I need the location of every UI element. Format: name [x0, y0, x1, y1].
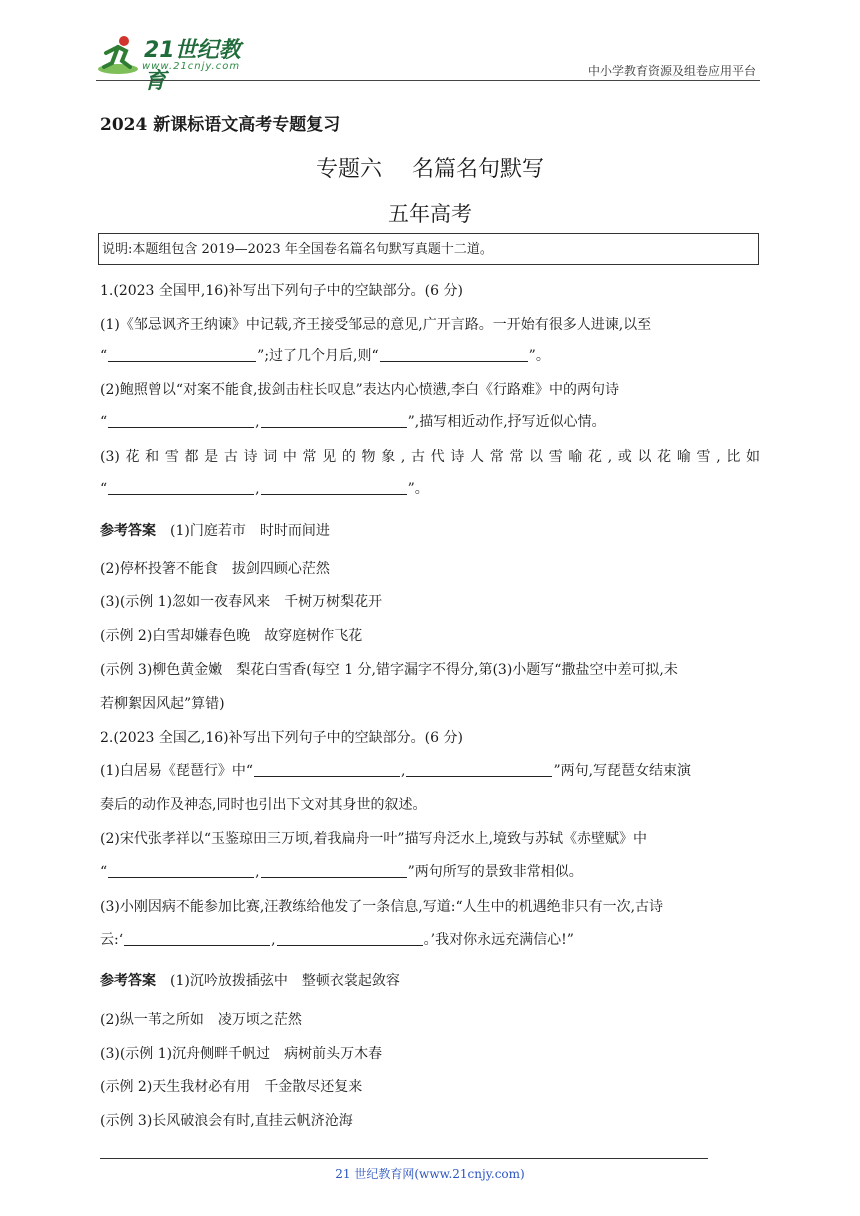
answer-blank[interactable] [261, 413, 407, 428]
q2-part3-line1: (3)小刚因病不能参加比赛,汪教练给他发了一条信息,写道:“人生中的机遇绝非只有一次,古诗 [100, 899, 664, 915]
q2-part1-head: (1)白居易《琵琶行》中“ [100, 763, 253, 779]
quote-open: “ [100, 348, 108, 364]
q2-part3-line2 [100, 929, 574, 949]
q2-part1-line2: 奏后的动作及神态,同时也引出下文对其身世的叙述。 [100, 797, 427, 813]
topic-title [0, 152, 860, 183]
q2-part1-tail: ”两句,写琵琶女结束演 [553, 763, 692, 779]
comma: , [401, 763, 406, 779]
answer-text: (1)门庭若市 时时而间进 [170, 523, 330, 539]
answer-2-line5: (示例 3)长风破浪会有时,直挂云帆济沧海 [100, 1113, 353, 1129]
answer-label: 参考答案 [100, 973, 156, 989]
q1-part1-mid: ”;过了几个月后,则“ [257, 348, 379, 364]
q2-part3-head: 云:‘ [100, 932, 124, 948]
quote-open: “ [100, 864, 108, 880]
answer-blank[interactable] [108, 863, 254, 878]
answer-blank[interactable] [261, 863, 407, 878]
quote-close: ”。 [407, 481, 429, 497]
q1-part1-line2 [100, 345, 550, 365]
footer-divider [100, 1158, 708, 1159]
answer-1-line5: (示例 3)柳色黄金嫩 梨花白雪香(每空 1 分,错字漏字不得分,第(3)小题写“撒盐空中差可拟,未 [100, 662, 678, 678]
question-2-stem: 2.(2023 全国乙,16)补写出下列句子中的空缺部分。(6 分) [100, 730, 463, 746]
answer-2-line4: (示例 2)天生我材必有用 千金散尽还复来 [100, 1079, 363, 1095]
q2-part2-line2 [100, 861, 583, 881]
header-divider [96, 80, 760, 81]
answer-1-line6: 若柳絮因风起”算错) [100, 696, 225, 712]
q2-part2-tail: ”两句所写的景致非常相似。 [407, 864, 583, 880]
runner-logo-icon [96, 33, 142, 77]
answer-blank[interactable] [124, 931, 270, 946]
comma: , [255, 481, 260, 497]
q2-part1-line1 [100, 760, 691, 780]
q2-part3-tail: 。’我对你永远充满信心!” [423, 932, 574, 948]
q1-part2-line1: (2)鲍照曾以“对案不能食,拔剑击柱长叹息”表达内心愤懑,李白《行路难》中的两句诗 [100, 382, 620, 398]
answer-2-line3: (3)(示例 1)沉舟侧畔千帆过 病树前头万木春 [100, 1046, 383, 1062]
comma: , [255, 414, 260, 430]
answer-2-line2: (2)纵一苇之所如 凌万顷之茫然 [100, 1012, 302, 1028]
brand-name: 21世纪教育 [144, 38, 241, 94]
topic-number: 专题六 [315, 157, 382, 182]
answer-blank[interactable] [380, 347, 528, 362]
q1-part3-line2 [100, 478, 429, 498]
quote-close: ”。 [528, 348, 550, 364]
comma: , [271, 932, 276, 948]
answer-blank[interactable] [254, 762, 400, 777]
answer-blank[interactable] [108, 413, 254, 428]
note-box: 说明:本题组包含 2019—2023 年全国卷名篇名句默写真题十二道。 [98, 233, 759, 265]
answer-1-line1 [100, 520, 330, 540]
answer-1-line3: (3)(示例 1)忽如一夜春风来 千树万树梨花开 [100, 594, 383, 610]
brand-url: www.21cnjy.com [142, 61, 241, 72]
q1-part2-tail: ”,描写相近动作,抒写近似心情。 [407, 414, 606, 430]
answer-blank[interactable] [406, 762, 552, 777]
section-title: 五年高考 [388, 202, 472, 226]
answer-blank[interactable] [261, 480, 407, 495]
site-logo [96, 33, 256, 94]
answer-label: 参考答案 [100, 523, 156, 539]
answer-text: (1)沉吟放拨插弦中 整顿衣裳起敛容 [170, 973, 400, 989]
comma: , [255, 864, 260, 880]
platform-name: 中小学教育资源及组卷应用平台 [587, 64, 756, 78]
quote-open: “ [100, 481, 108, 497]
q1-part1-line1: (1)《邹忌讽齐王纳谏》中记载,齐王接受邹忌的意见,广开言路。一开始有很多人进谏,以至 [100, 317, 652, 333]
answer-1-line4: (示例 2)白雪却嫌春色晚 故穿庭树作飞花 [100, 628, 363, 644]
answer-1-line2: (2)停杯投箸不能食 拔剑四顾心茫然 [100, 561, 330, 577]
review-title: 2024 新课标语文高考专题复习 [100, 115, 341, 135]
question-1-stem: 1.(2023 全国甲,16)补写出下列句子中的空缺部分。(6 分) [100, 283, 463, 299]
answer-blank[interactable] [108, 347, 256, 362]
quote-open: “ [100, 414, 108, 430]
q1-part2-line2 [100, 411, 606, 431]
topic-name: 名篇名句默写 [412, 157, 545, 182]
answer-blank[interactable] [277, 931, 423, 946]
q1-part3-line1: (3)花和雪都是古诗词中常见的物象,古代诗人常常以雪喻花,或以花喻雪,比如 [100, 449, 760, 465]
q2-part2-line1: (2)宋代张孝祥以“玉鉴琼田三万顷,着我扁舟一叶”描写舟泛水上,境致与苏轼《赤壁赋》中 [100, 831, 648, 847]
answer-2-line1 [100, 970, 400, 990]
answer-blank[interactable] [108, 480, 254, 495]
footer-link[interactable]: 21 世纪教育网(www.21cnjy.com) [335, 1167, 525, 1181]
